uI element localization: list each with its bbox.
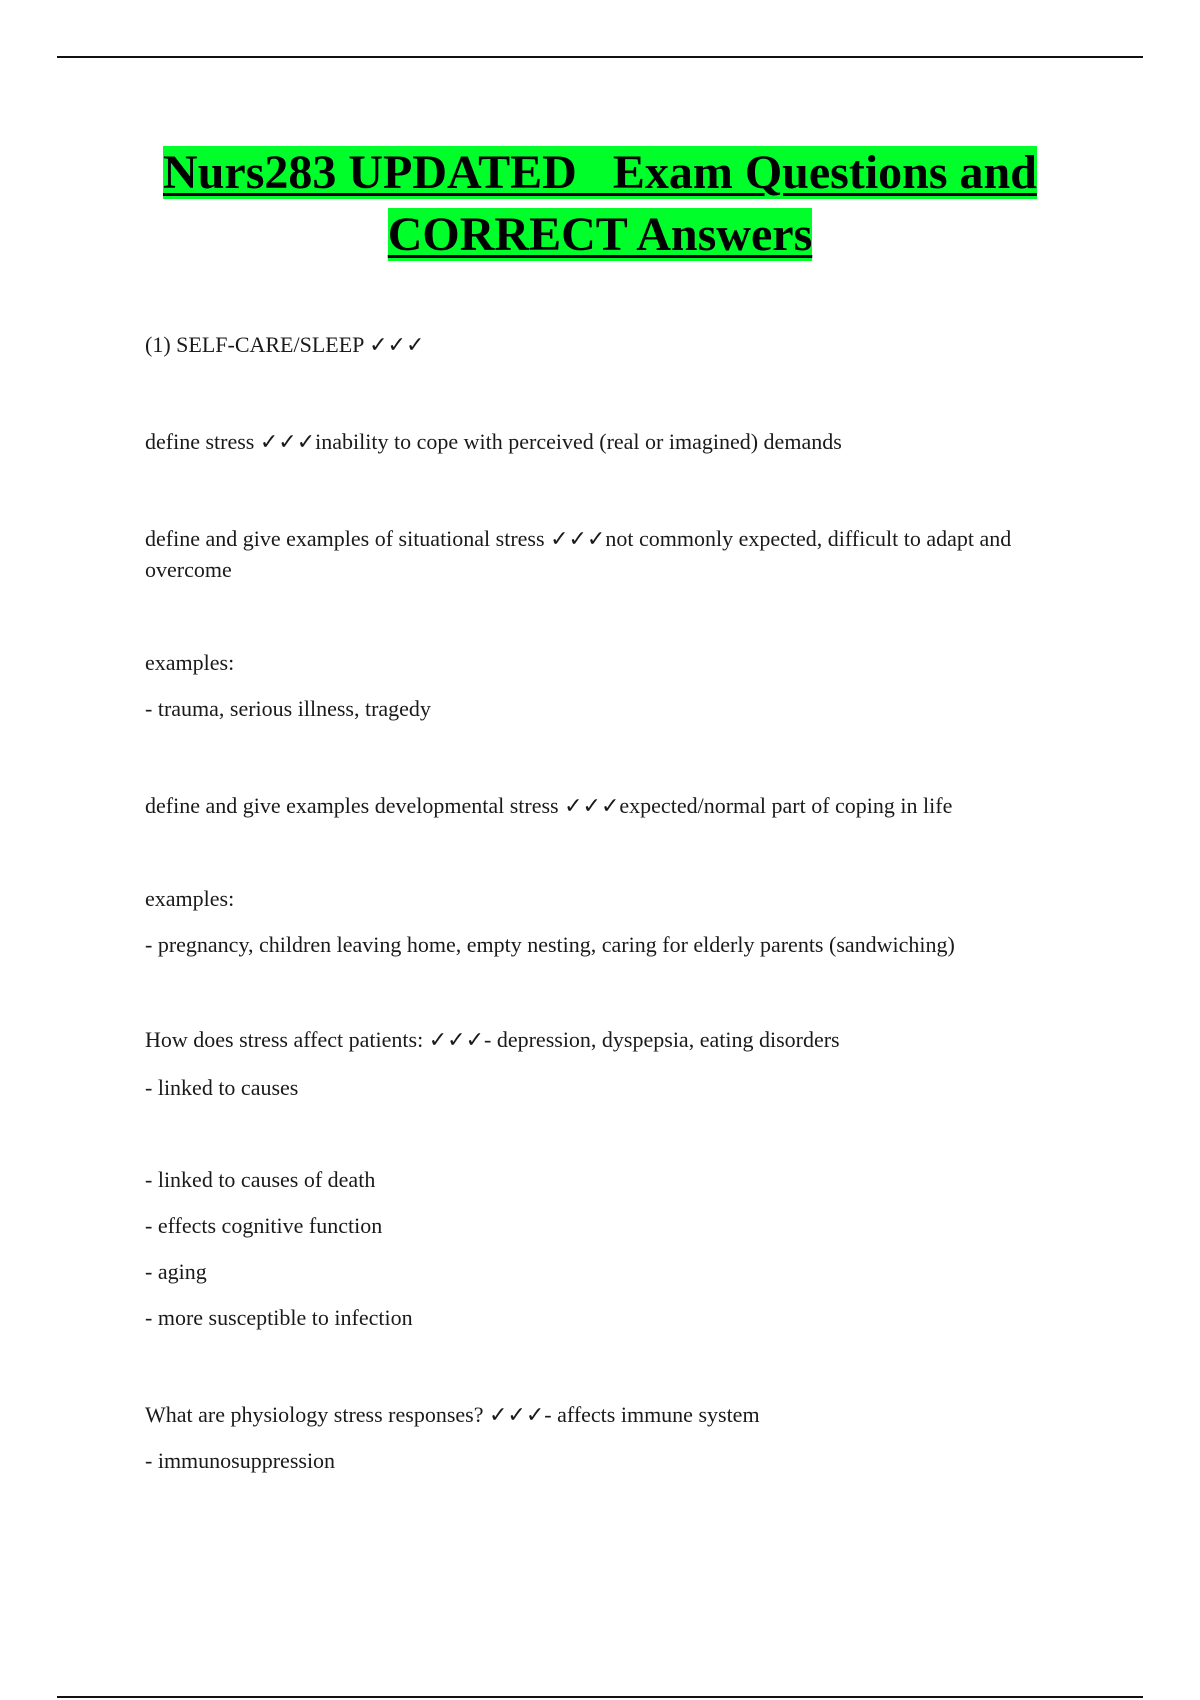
check-mark-icon: ✓✓✓ <box>550 527 606 552</box>
title-line-1: Nurs283 UPDATED Exam Questions and <box>163 146 1037 199</box>
text-line: - more susceptible to infection <box>145 1305 413 1330</box>
text-line: - effects cognitive function <box>145 1213 383 1238</box>
text-line: examples: <box>145 886 235 911</box>
top-rule <box>57 56 1143 58</box>
qa-item-stress-affects-patients: How does stress affect patients: ✓✓✓- depression, dyspepsia, eating disorders <box>145 1027 840 1053</box>
check-mark-icon: ✓✓✓ <box>564 794 620 819</box>
section-heading: (1) SELF-CARE/SLEEP ✓✓✓ <box>145 332 425 358</box>
text-line: - trauma, serious illness, tragedy <box>145 696 431 721</box>
text-line: - immunosuppression <box>145 1448 336 1473</box>
bottom-rule <box>57 1696 1143 1698</box>
title-line-2: CORRECT Answers <box>387 208 813 261</box>
text-line: - aging <box>145 1259 207 1284</box>
document-title <box>0 142 1200 266</box>
qa-item-define-stress: define stress ✓✓✓inability to cope with perceived (real or imagined) demands <box>145 429 842 455</box>
qa-item-developmental-stress: define and give examples developmental stress ✓✓✓expected/normal part of coping in life <box>145 793 953 819</box>
text-line: examples: <box>145 650 235 675</box>
text-line: - linked to causes of death <box>145 1167 376 1192</box>
qa-item-physiology-stress: What are physiology stress responses? ✓✓✓- affects immune system <box>145 1402 760 1428</box>
text-line: - linked to causes <box>145 1075 299 1100</box>
check-mark-icon: ✓✓✓ <box>259 430 316 455</box>
check-mark-icon: ✓✓✓ <box>428 1028 485 1053</box>
check-mark-icon: ✓✓✓ <box>488 1403 545 1428</box>
qa-item-situational-stress: define and give examples of situational stress ✓✓✓not commonly expected, difficult to adapt and overcome <box>145 526 1012 582</box>
text-line: - pregnancy, children leaving home, empty nesting, caring for elderly parents (sandwiching) <box>145 932 955 957</box>
check-mark-icon: ✓✓✓ <box>369 333 425 358</box>
